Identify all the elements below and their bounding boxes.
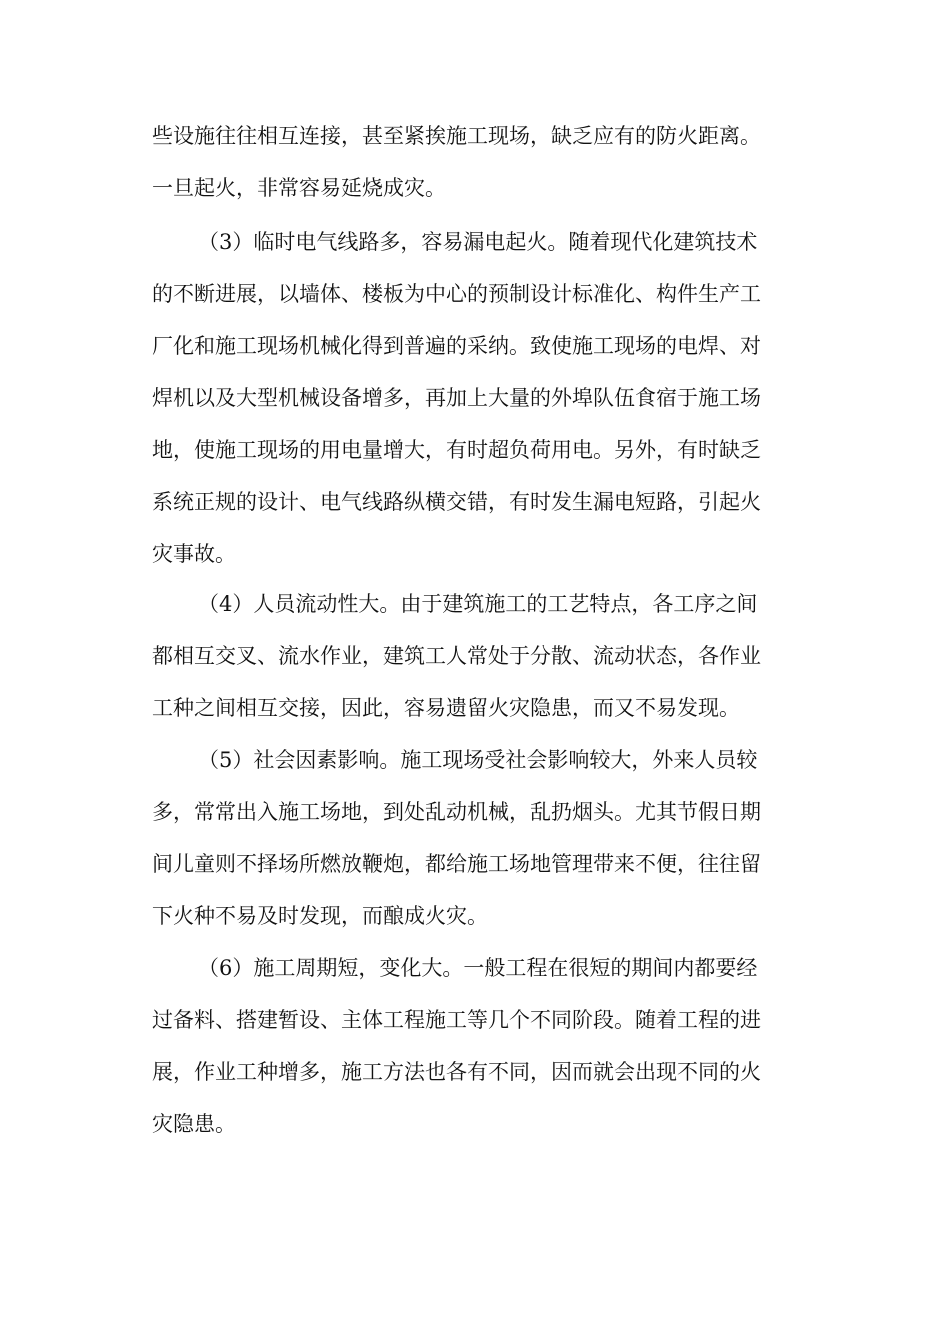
text-line: 间儿童则不择场所燃放鞭炮，都给施工场地管理带来不便，往往留 <box>152 852 761 876</box>
text-line: 灾事故。 <box>152 542 236 566</box>
text-line: 一旦起火，非常容易延烧成灾。 <box>152 176 446 200</box>
text-line: 都相互交叉、流水作业，建筑工人常处于分散、流动状态，各作业 <box>152 644 761 668</box>
paragraph-4-first-line: （4）人员流动性大。由于建筑施工的工艺特点，各工序之间 <box>198 592 758 616</box>
text-line: 焊机以及大型机械设备增多，再加上大量的外埠队伍食宿于施工场 <box>152 386 761 410</box>
text-line: 下火种不易及时发现，而酿成火灾。 <box>152 904 488 928</box>
text-line: 工种之间相互交接，因此，容易遗留火灾隐患，而又不易发现。 <box>152 696 740 720</box>
text-line: 系统正规的设计、电气线路纵横交错，有时发生漏电短路，引起火 <box>152 490 761 514</box>
text-line: 过备料、搭建暂设、主体工程施工等几个不同阶段。随着工程的进 <box>152 1008 761 1032</box>
paragraph-3-first-line: （3）临时电气线路多，容易漏电起火。随着现代化建筑技术 <box>198 230 758 254</box>
paragraph-6-first-line: （6）施工周期短，变化大。一般工程在很短的期间内都要经 <box>198 956 758 980</box>
paragraph-5-first-line: （5）社会因素影响。施工现场受社会影响较大，外来人员较 <box>198 748 758 772</box>
text-line: 多，常常出入施工场地，到处乱动机械，乱扔烟头。尤其节假日期 <box>152 800 761 824</box>
text-line: 展，作业工种增多，施工方法也各有不同，因而就会出现不同的火 <box>152 1060 761 1084</box>
text-line: 些设施往往相互连接，甚至紧挨施工现场，缺乏应有的防火距离。 <box>152 124 761 148</box>
text-line: 的不断进展，以墙体、楼板为中心的预制设计标准化、构件生产工 <box>152 282 761 306</box>
text-line: 地，使施工现场的用电量增大，有时超负荷用电。另外，有时缺乏 <box>152 438 761 462</box>
text-line: 厂化和施工现场机械化得到普遍的采纳。致使施工现场的电焊、对 <box>152 334 761 358</box>
text-line: 灾隐患。 <box>152 1112 236 1136</box>
